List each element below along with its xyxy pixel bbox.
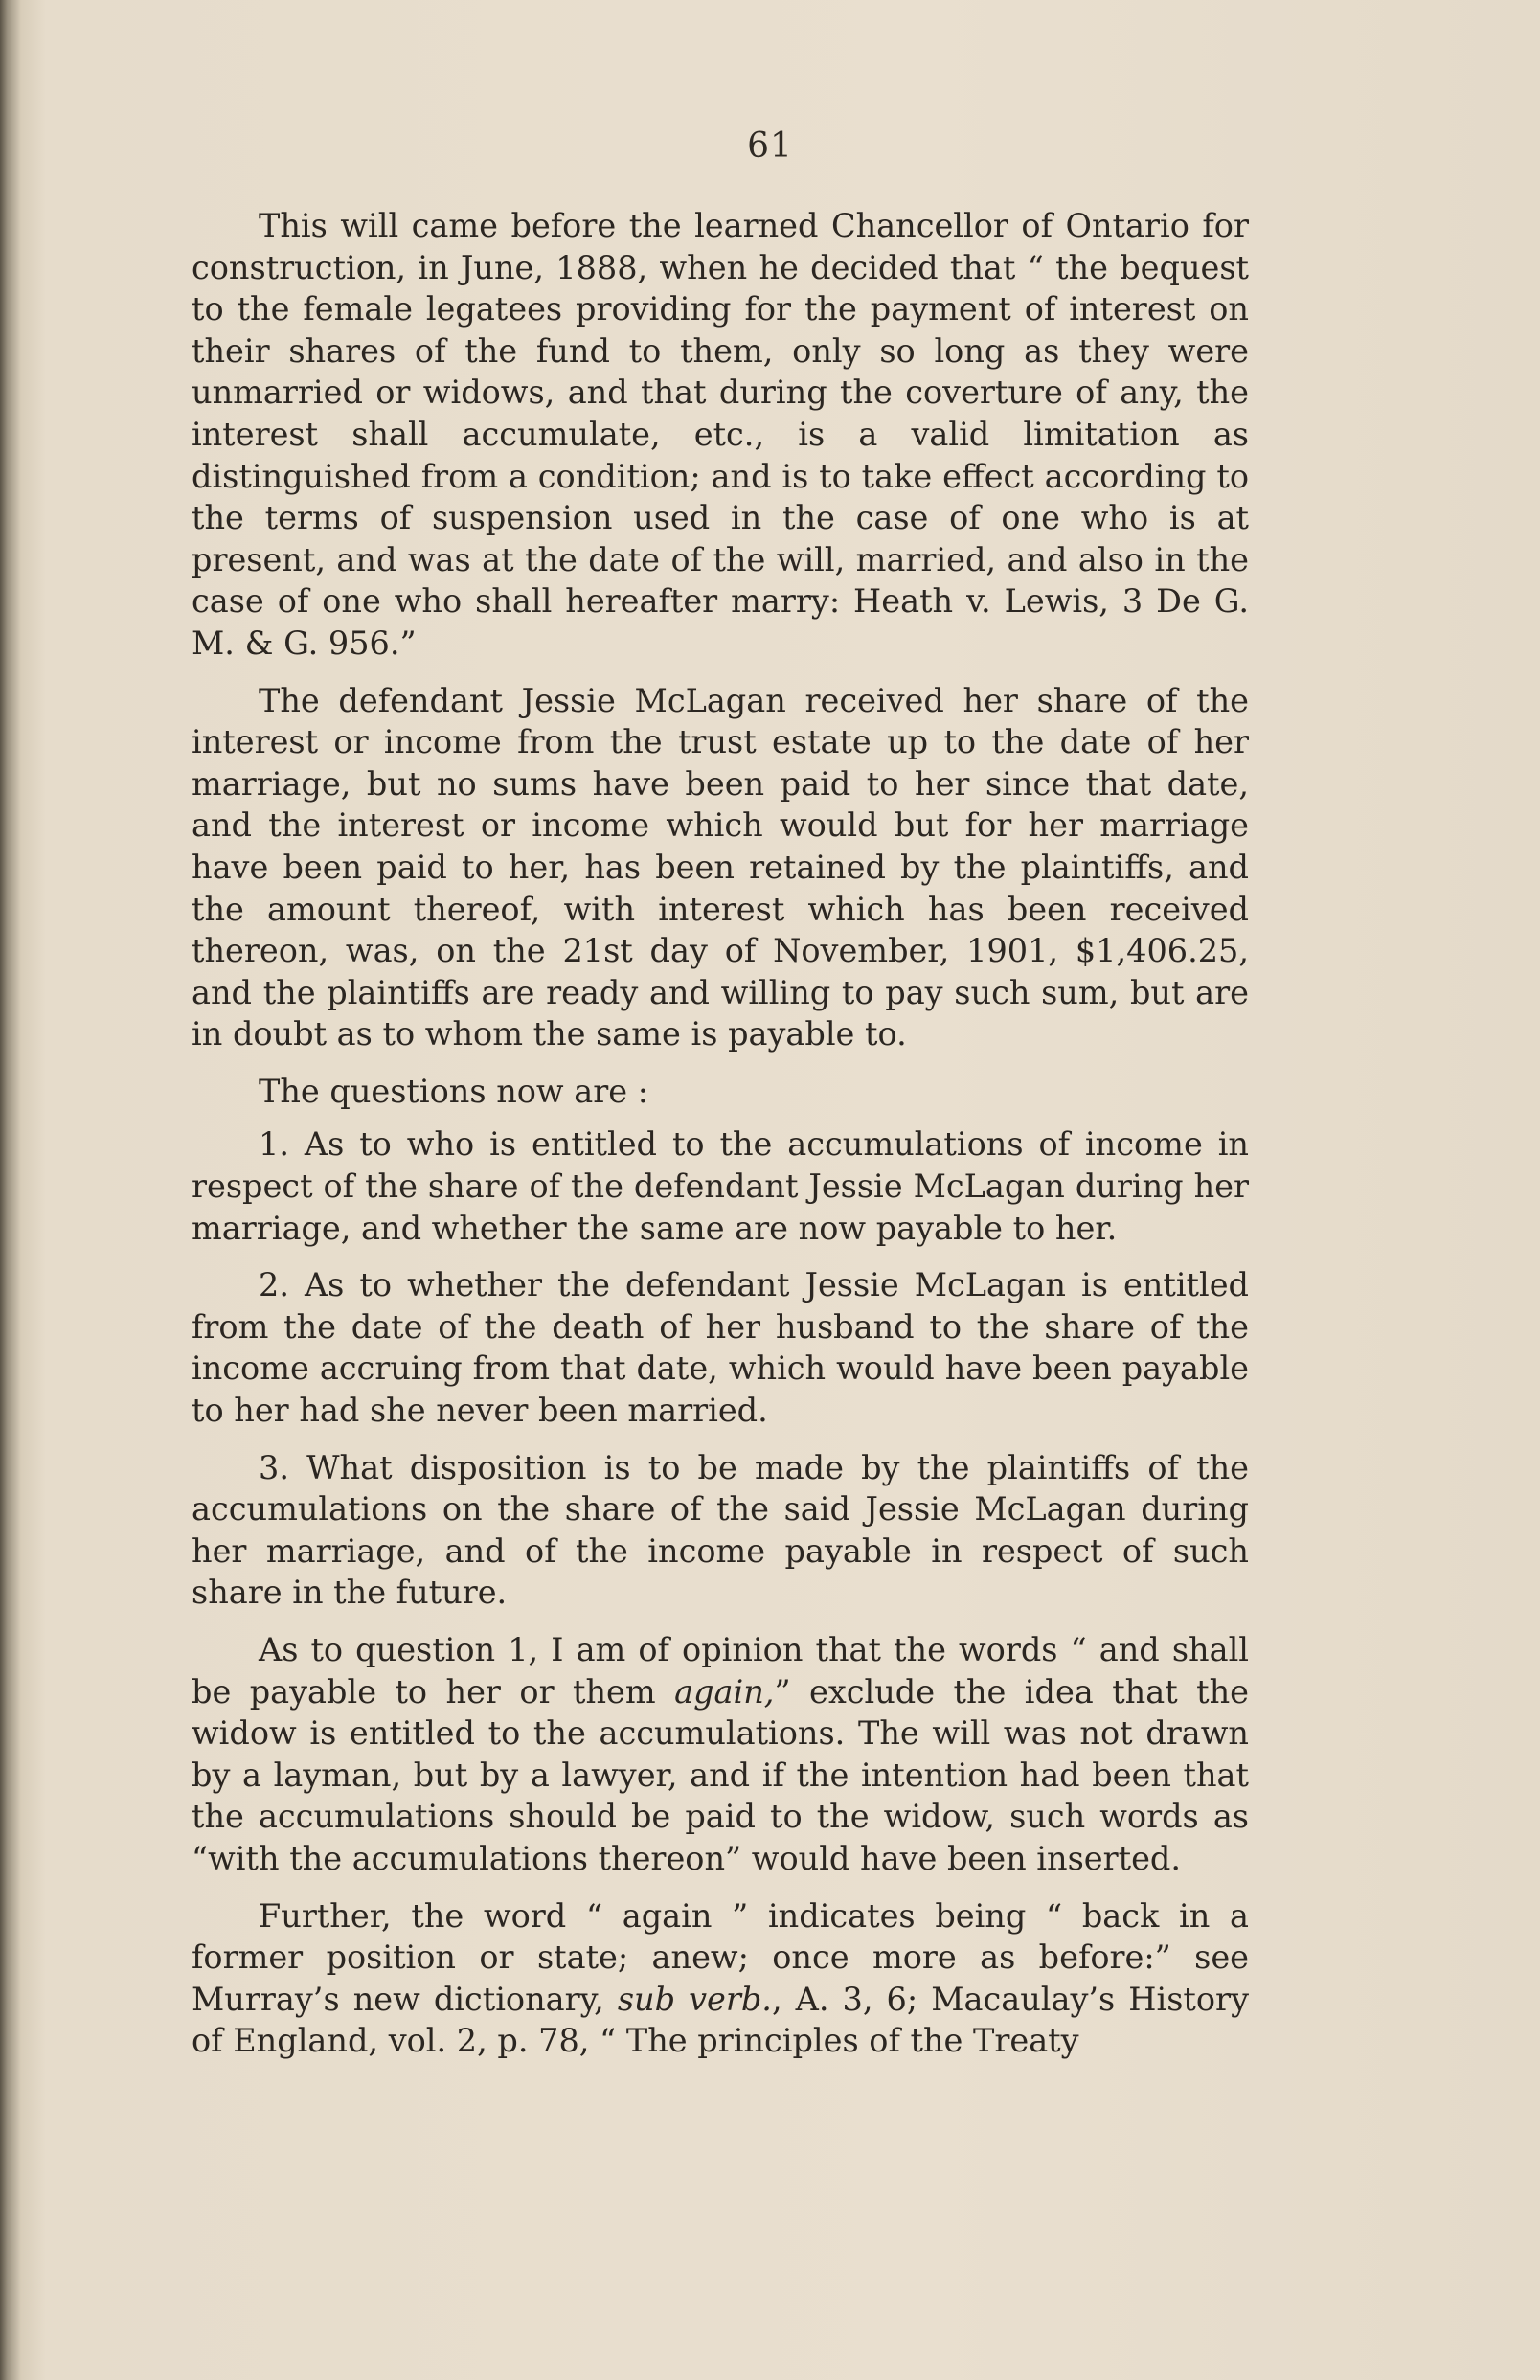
answer-text-start: As to question 1, I am of opinion that the words “ and shall be payable to her or them <box>192 1631 1249 1711</box>
paragraph-chancellor-decision: This will came before the learned Chancellor of Ontario for construction, in June, 1888, when he decided that “ the bequest to the female legatees providing for the payment of interest on their shares of the fund to them, only so long as they were unmarried or widows, and that during the coverture of any, the interest shall accumulate, etc., is a valid limitation as distinguished from a condition; and is to take effect according to the terms of suspension used in the case of one who is at present, and was at the date of the will, married, and also in the case of one who shall hereafter marry: Heath v. Lewis, 3 De G. M. & G. 956.” <box>192 207 1249 662</box>
paragraph-question-3: 3. What disposition is to be made by the plaintiffs of the accumulations on the share of the said Jessie McLagan during her marriage, and of the income payable in respect of such share in the future. <box>192 1448 1249 1612</box>
paragraph-answer-question-1 <box>192 1629 1249 1880</box>
answer-text-end: ” exclude the idea that the widow is entitled to the accumulations. The will was not drawn by a layman, but by a lawyer, and if the intention had been that the accumulations should be paid to the widow, such words as “with the accumulations thereon” would have been inserted. <box>192 1672 1249 1877</box>
paragraph-question-2: 2. As to whether the defendant Jessie McLagan is entitled from the date of the death of her husband to the share of the income accruing from that date, which would have been payable to her had she never been married. <box>192 1266 1249 1430</box>
page-number: 61 <box>747 126 793 166</box>
paragraph-questions-intro: The questions now are : <box>259 1072 649 1110</box>
paragraph-further <box>192 1895 1249 2062</box>
paragraph-defendant-share: The defendant Jessie McLagan received her share of the interest or income from the trust estate up to the date of her marriage, but no sums have been paid to her since that date, and the interest or income which would but for her marriage have been paid to her, has been retained by the plaintiffs, and the amount thereof, with interest which has been received thereon, was, on the 21st day of November, 1901, $1,406.25, and the plaintiffs are ready and willing to pay such sum, but are in doubt as to whom the same is payable to. <box>192 681 1249 1054</box>
further-text-start: Further, the word “ again ” indicates being “ back in a former position or state; anew; once more as before:” see Murray’s new dictionary, <box>192 1896 1249 2018</box>
body-text <box>192 205 1249 2077</box>
further-text-end: , A. 3, 6; Macaulay’s History of England, vol. 2, p. 78, “ The principles of the Treaty <box>192 1980 1249 2060</box>
paragraph-question-1: 1. As to who is entitled to the accumulations of income in respect of the share of the defendant Jessie McLagan during her marriage, and whether the same are now payable to her. <box>192 1125 1249 1247</box>
italic-again: again, <box>674 1672 775 1711</box>
italic-sub-verb: sub verb. <box>617 1980 772 2018</box>
